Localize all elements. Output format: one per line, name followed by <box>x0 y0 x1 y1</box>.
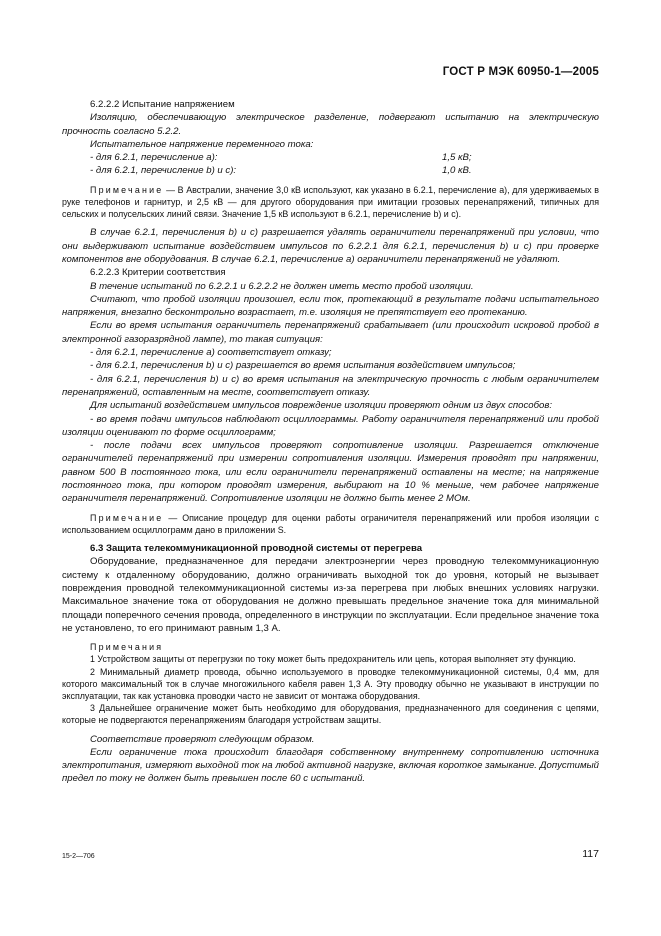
paragraph: Для испытаний воздействием импульсов повреждение изоляции проверяют одним из двух способов: <box>90 400 553 412</box>
note-label: Примечание <box>90 512 164 523</box>
standard-header: ГОСТ Р МЭК 60950-1—2005 <box>442 66 599 78</box>
paragraph: Если во время испытания ограничитель перенапряжений срабатывает (или происходит искровой пробой в электронной газоразрядной лампе), то такая ситуация: <box>62 320 599 345</box>
voltage-row-value: 1,5 кВ; <box>442 152 472 164</box>
note-item: 2 Минимальный диаметр провода, обычно используемого в проводке телекоммуникационной системы, 0,4 мм, для которого максимальный ток в случае многожильного кабеля равен 1,3 А. Эту проводку обычно не указывают в инструкции по эксплуатации, так как установка проводки часто не зависит от монтажа оборудования. <box>62 666 599 701</box>
note-text: — Описание процедур для оценки работы ограничителя перенапряжений или пробоя изоляции с использованием осциллограмм дано в приложении S. <box>62 512 599 535</box>
paragraph: В течение испытаний по 6.2.2.1 и 6.2.2.2 не должен иметь место пробой изоляции. <box>90 280 474 292</box>
section-heading-6-2-2-3: 6.2.2.3 Критерии соответствия <box>90 267 226 279</box>
note-item: 1 Устройством защиты от перегрузки по току может быть предохранитель или цепь, которая выполняет эту функцию. <box>90 654 576 665</box>
note <box>62 512 599 536</box>
list-item: - для 6.2.1, перечисления b) и с) разрешается во время испытания воздействием импульсов; <box>90 360 516 372</box>
voltage-row-value: 1,0 кВ. <box>442 165 472 177</box>
paragraph: В случае 6.2.1, перечисления b) и с) разрешается удалять ограничители перенапряжений при условии, что они выдерживают испытание воздействием импульсов по 6.2.2.1 для 6.2.1, перечисления b) и с) при проверке компонентов вне оборудования. В случае 6.2.1, перечисление а) ограничители перенапряжений не удаляют. <box>62 227 599 265</box>
notes-label: Примечания <box>90 642 164 653</box>
page-content <box>62 98 599 786</box>
voltage-row-label: - для 6.2.1, перечисление а): <box>90 152 218 164</box>
note-item: 3 Дальнейшее ограничение может быть необходимо для оборудования, предназначенного для соединения с цепями, которые не подвергаются перенапряжениям благодаря устройствам защиты. <box>62 703 599 726</box>
note-label: Примечание <box>90 184 164 195</box>
paragraph: Испытательное напряжение переменного тока: <box>90 138 314 150</box>
section-heading-6-3: 6.3 Защита телекоммуникационной проводной системы от перегрева <box>90 543 423 555</box>
voltage-row-label: - для 6.2.1, перечисление b) и с): <box>90 165 237 177</box>
list-item: - во время подачи импульсов наблюдают осциллограммы. Работу ограничителя перенапряжений или пробой изоляции оценивают по форме осциллограмм; <box>62 413 599 438</box>
section-heading-6-2-2-2: 6.2.2.2 Испытание напряжением <box>90 99 235 110</box>
list-item: - для 6.2.1, перечисления b) и с) во время испытания на электрическую прочность с любым ограничителем перенапряжений, оставленным на месте, соответствует отказу. <box>62 373 599 398</box>
note-text: — В Австралии, значение 3,0 кВ используют, как указано в 6.2.1, перечисление а), для удерживаемых в руке телефонов и гарнитур, и 2,5 кВ — для другого оборудования при имитации грозовых перенапряжений, типичных для сельских и полусельских линий связи. Значение 1,5 кВ используют в 6.2.1, перечисление b) и с). <box>62 184 599 220</box>
voltage-row-a <box>62 151 599 164</box>
paragraph: Считают, что пробой изоляции произошел, если ток, протекающий в результате подачи испытательного напряжения, внезапно бесконтрольно возрастает, т.е. изоляция не препятствует его протеканию. <box>62 293 599 319</box>
paragraph: Оборудование, предназначенное для передачи электроэнергии через проводную телекоммуникационную систему к отдаленному оборудованию, должно ограничивать выходной ток до уровня, который не вызывает повреждения проводной телекоммуникационной системы из-за перегрева при любых внешних условиях нагрузки. Максимальное значение тока от оборудования не должно превышать предельное значение тока для минимальной площади поперечного сечения провода, определенного в инструкции по эксплуатации. Если предельное значение тока не установлено, то его принимают равным 1,3 А. <box>62 556 599 634</box>
paragraph: Изоляцию, обеспечивающую электрическое разделение, подвергают испытанию на электрическую прочность согласно 5.2.2. <box>62 112 599 137</box>
print-code: 15-2—706 <box>62 853 95 860</box>
list-item: - после подачи всех импульсов проверяют сопротивление изоляции. Разрешается отключение ограничителей перенапряжений при измерении сопротивления изоляции. Измерения проводят при напряжении, равном 500 В постоянного тока, или если ограничители перенапряжений оставлены на месте; на напряжение постоянного тока, при котором проводят измерения, выбирают на 10 % меньше, чем рабочее напряжение ограничителя перенапряжений. Сопротивление изоляции не должно быть менее 2 МОм. <box>62 440 599 505</box>
page-number: 117 <box>582 848 599 860</box>
paragraph: Если ограничение тока происходит благодаря собственному внутреннему сопротивлению источника электропитания, измеряют выходной ток на любой активной нагрузке, включая короткое замыкание. Допустимый предел по току не должен быть превышен после 60 с испытаний. <box>62 746 599 785</box>
paragraph: Соответствие проверяют следующим образом. <box>90 733 315 745</box>
voltage-row-bc <box>62 164 599 177</box>
note <box>62 184 599 221</box>
list-item: - для 6.2.1, перечисление а) соответствует отказу; <box>90 347 332 359</box>
